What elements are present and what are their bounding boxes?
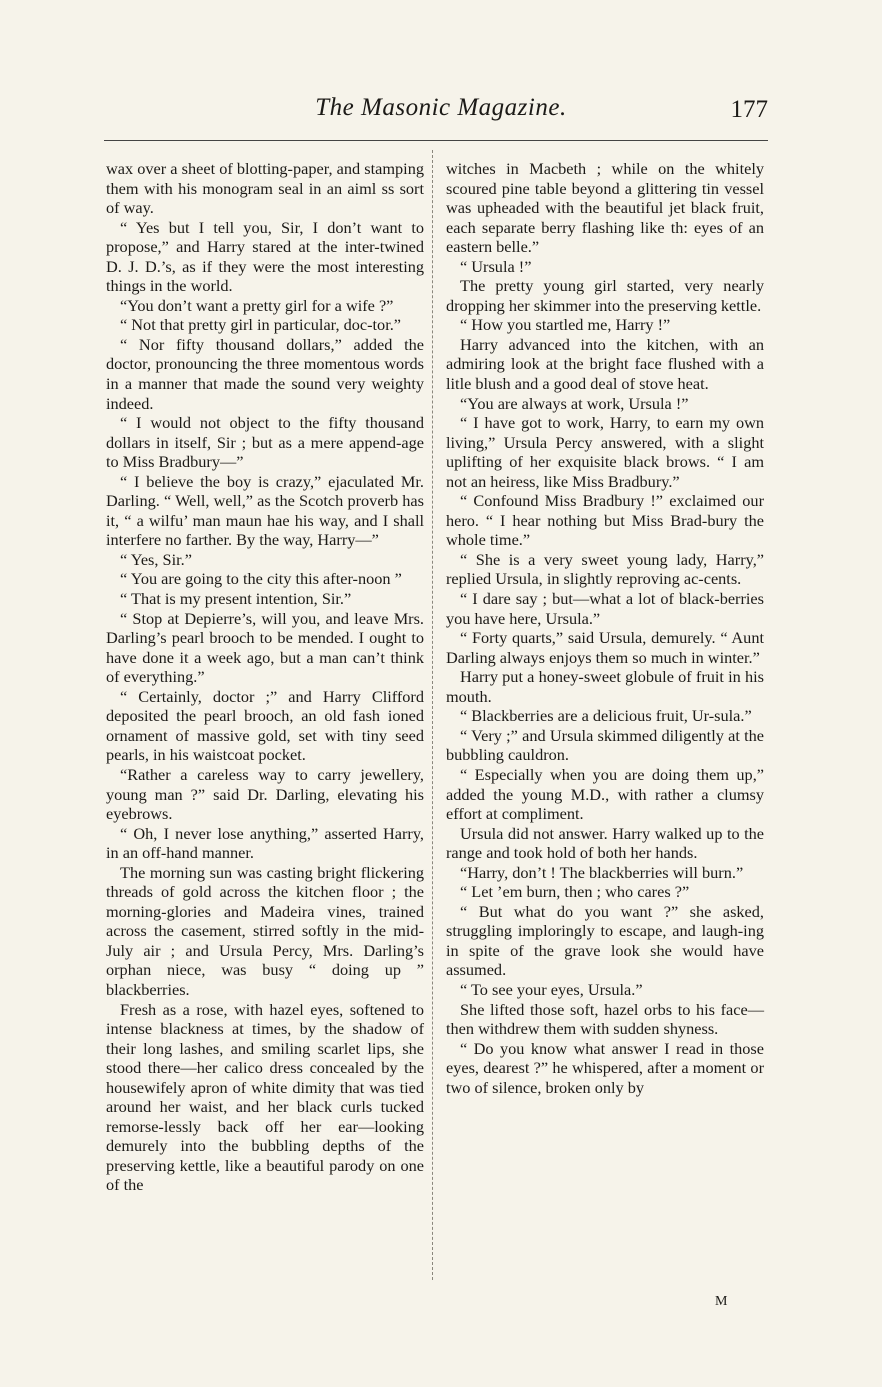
paragraph: “ Blackberries are a delicious fruit, Ur-sula.”	[460, 706, 752, 726]
column-divider	[432, 150, 433, 1280]
signature-mark: M	[715, 1294, 728, 1309]
paragraph: wax over a sheet of blotting-paper, and stamping them with his monogram seal in an aiml ss sort of way.	[106, 159, 424, 218]
paragraph: “ I believe the boy is crazy,” ejaculated Mr. Darling. “ Well, well,” as the Scotch proverb has it, “ a wilfu’ man maun hae his way, and I shall interfere no farther. By the way, Harry—”	[106, 471, 424, 550]
paragraph: “You don’t want a pretty girl for a wife ?”	[120, 295, 394, 315]
paragraph: “ Ursula !”	[460, 256, 532, 276]
paragraph: “ I dare say ; but—what a lot of black-berries you have here, Ursula.”	[446, 589, 764, 628]
paragraph: “ How you startled me, Harry !”	[460, 315, 671, 335]
paragraph: “ Oh, I never lose anything,” asserted Harry, in an off-hand manner.	[106, 823, 424, 863]
paragraph: “You are always at work, Ursula !”	[460, 393, 689, 413]
paragraph: “ Yes but I tell you, Sir, I don’t want to propose,” and Harry stared at the inter-twined D. J. D.’s, as if they were the most interesting things in the world.	[106, 217, 424, 296]
paragraph: “ That is my present intention, Sir.”	[120, 589, 352, 609]
paragraph: The morning sun was casting bright flickering threads of gold across the kitchen floor ; the morning-glories and Madeira vines, trained across the casement, stirred softly in the mid-July air ; and Ursula Percy, Mrs. Darling’s orphan niece, was busy “ doing up ” blackberries.	[106, 862, 424, 999]
page-number: 177	[730, 96, 768, 123]
paragraph: “ Stop at Depierre’s, will you, and leave Mrs. Darling’s pearl brooch to be mended. I ought to have done it a week ago, but a man can’t think of everything.”	[106, 608, 424, 687]
paragraph: “ I have got to work, Harry, to earn my own living,” Ursula Percy answered, with a slight uplifting of her exquisite black brows. “ I am not an heiress, like Miss Bradbury.”	[446, 413, 764, 491]
paragraph: Fresh as a rose, with hazel eyes, softened to intense blackness at times, by the shadow of their long lashes, and smiling scarlet lips, she stood there—her calico dress concealed by the housewifely apron of white dimity that was tied around her waist, and her black curls tucked remorse-lessly back off her ear—looking demurely into the bubbling depths of the preserving kettle, like a beautiful parody on one of the	[106, 999, 424, 1195]
paragraph: “ Nor fifty thousand dollars,” added the doctor, pronouncing the three momentous words in a manner that made the sound very weighty indeed.	[106, 334, 424, 413]
paragraph: “ Not that pretty girl in particular, doc-tor.”	[120, 315, 402, 335]
paragraph: The pretty young girl started, very nearly dropping her skimmer into the preserving kettle.	[446, 276, 764, 315]
paragraph: “Harry, don’t ! The blackberries will burn.”	[460, 862, 744, 882]
page-header	[0, 0, 882, 140]
paragraph: “ But what do you want ?” she asked, struggling imploringly to escape, and laugh-ing in spite of the grave look she would have assumed.	[446, 901, 764, 980]
paragraph: Ursula did not answer. Harry walked up to the range and took hold of both her hands.	[446, 823, 764, 863]
paragraph: “ Especially when you are doing them up,” added the young M.D., with rather a clumsy effort at compliment.	[446, 764, 764, 824]
left-column	[106, 159, 424, 1195]
paragraph: “ Yes, Sir.”	[120, 549, 192, 569]
paragraph: “ Let ’em burn, then ; who cares ?”	[460, 882, 690, 902]
paragraph: Harry put a honey-sweet globule of fruit in his mouth.	[446, 667, 764, 706]
paragraph: “ To see your eyes, Ursula.”	[460, 979, 643, 999]
paragraph: “ Certainly, doctor ;” and Harry Clifford deposited the pearl brooch, an old fash ioned ornament of massive gold, set with tiny seed pearls, in his waistcoat pocket.	[106, 686, 424, 765]
running-title: The Masonic Magazine.	[315, 94, 567, 121]
paragraph: “ You are going to the city this after-noon ”	[120, 569, 402, 589]
paragraph: “ I would not object to the fifty thousand dollars in itself, Sir ; but as a mere append-age to Miss Bradbury—”	[106, 413, 424, 472]
paragraph: “ Confound Miss Bradbury !” exclaimed our hero. “ I hear nothing but Miss Brad-bury the whole time.”	[446, 491, 764, 550]
paragraph: witches in Macbeth ; while on the whitely scoured pine table beyond a glittering tin vessel was upheaded with the beautiful jet black fruit, each separate berry flashing like th: eyes of an eastern belle.”	[446, 159, 764, 257]
paragraph: “ Do you know what answer I read in those eyes, dearest ?” he whispered, after a moment or two of silence, broken only by	[446, 1038, 764, 1097]
paragraph: “ She is a very sweet young lady, Harry,” replied Ursula, in slightly reproving ac-cents.	[446, 549, 764, 589]
paragraph: She lifted those soft, hazel orbs to his face—then withdrew them with sudden shyness.	[446, 999, 764, 1039]
paragraph: Harry advanced into the kitchen, with an admiring look at the bright face flushed with a litle blush and a good deal of stove heat.	[446, 334, 764, 394]
header-rule	[104, 140, 768, 141]
paragraph: “ Forty quarts,” said Ursula, demurely. “ Aunt Darling always enjoys them so much in winter.”	[446, 628, 764, 667]
paragraph: “Rather a careless way to carry jewellery, young man ?” said Dr. Darling, elevating his eyebrows.	[106, 764, 424, 824]
right-column	[446, 159, 764, 1097]
paragraph: “ Very ;” and Ursula skimmed diligently at the bubbling cauldron.	[446, 725, 764, 765]
